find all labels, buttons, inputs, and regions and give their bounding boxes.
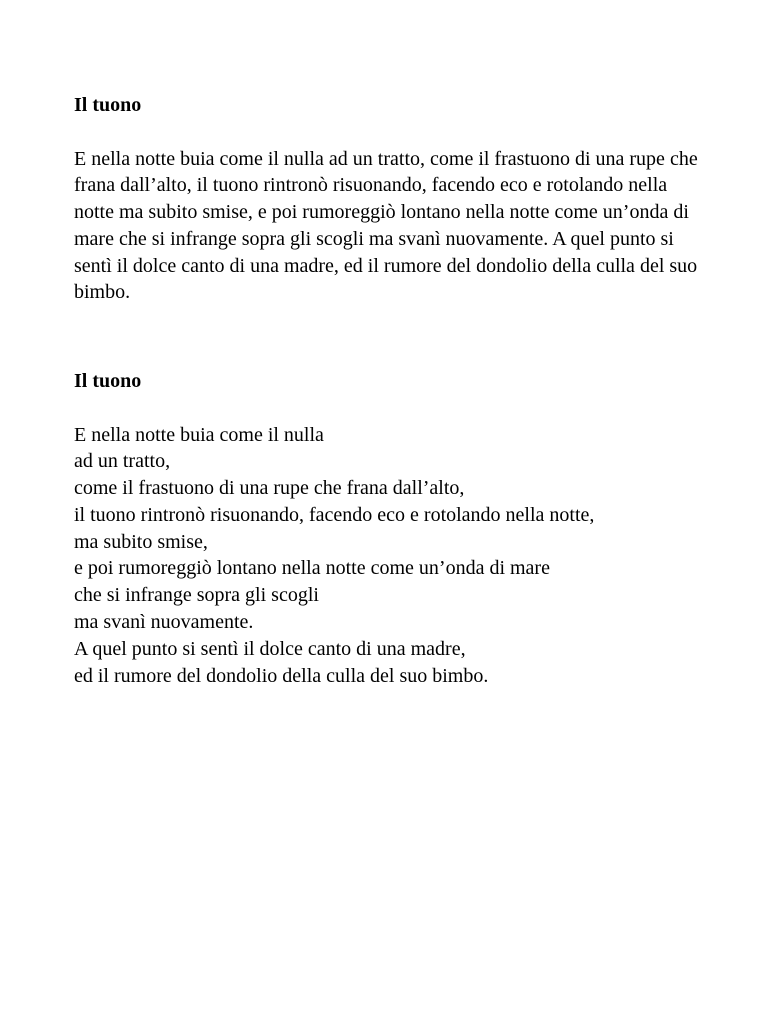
verse-line: A quel punto si sentì il dolce canto di una madre,	[74, 637, 466, 660]
verse-line: E nella notte buia come il nulla	[74, 423, 324, 446]
prose-paragraph: E nella notte buia come il nulla ad un tratto, come il frastuono di una rupe che frana dall’alto, il tuono rintronò risuonando, facendo eco e rotolando nella notte ma subito smise, e poi rumoreggiò lontano nella notte come un’onda di mare che si infrange sopra gli scogli ma svanì nuovamente. A quel punto si sentì il dolce canto di una madre, ed il rumore del dondolio della culla del suo bimbo.	[74, 147, 698, 304]
verse-line: ad un tratto,	[74, 450, 171, 473]
verse-line: ma svanì nuovamente.	[74, 611, 254, 634]
verse-section	[74, 368, 734, 689]
verse-line: il tuono rintronò risuonando, facendo eco e rotolando nella notte,	[74, 503, 595, 526]
verse-line: ed il rumore del dondolio della culla del suo bimbo.	[74, 664, 489, 687]
verse-block	[74, 422, 734, 690]
verse-line: come il frastuono di una rupe che frana dall’alto,	[74, 477, 465, 500]
section-title: Il tuono	[74, 370, 142, 392]
verse-line: ma subito smise,	[74, 530, 208, 553]
prose-section	[74, 92, 734, 306]
section-title: Il tuono	[74, 94, 142, 116]
verse-line: che si infrange sopra gli scogli	[74, 584, 319, 607]
verse-line: e poi rumoreggiò lontano nella notte come un’onda di mare	[74, 557, 550, 580]
